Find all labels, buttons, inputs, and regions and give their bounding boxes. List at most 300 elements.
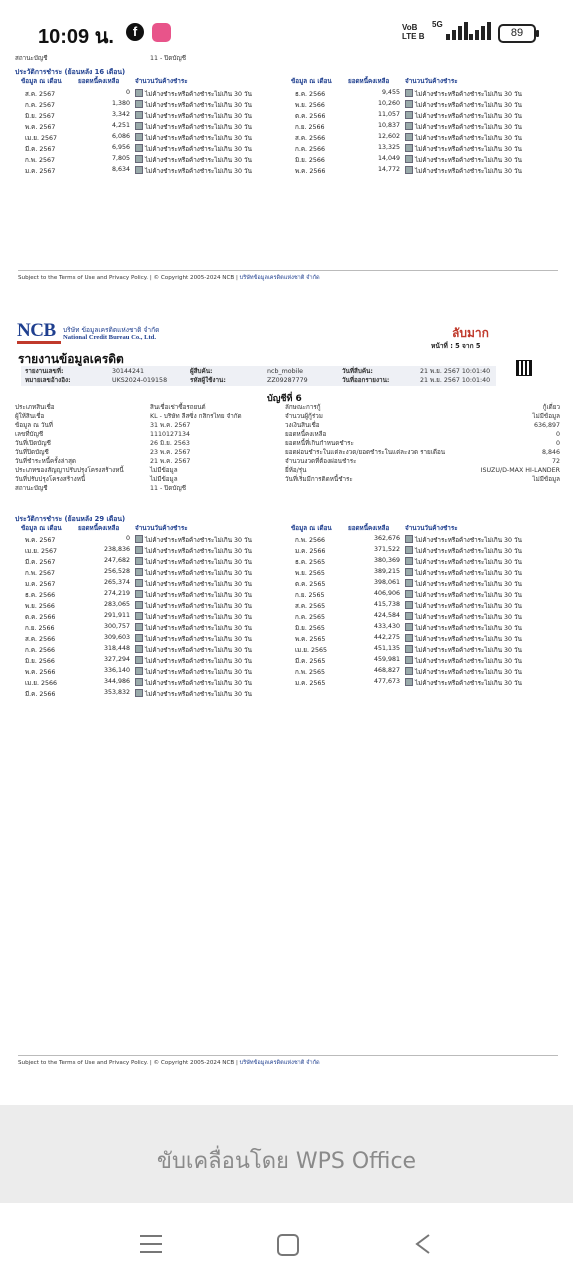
days-text: ไม่ค้างชำระหรือค้างชำระไม่เกิน 30 วัน [415,157,522,164]
history-title-2: ประวัติการชำระ (ย้อนหลัง 29 เดือน) [15,515,126,523]
balance-cell: 318,448 [103,645,130,652]
col-header-month-2: ข้อมูล ณ เดือน [291,78,332,85]
balance-cell: 291,911 [103,612,130,619]
month-cell: มิ.ย. 2567 [25,113,55,120]
days-cell [405,601,522,611]
month-cell: พ.ค. 2567 [25,537,56,544]
days-text: ไม่ค้างชำระหรือค้างชำระไม่เกิน 30 วัน [415,636,522,643]
col-header-days: จำนวนวันค้างชำระ [135,78,188,85]
month-cell: พ.ย. 2565 [295,570,325,577]
balance-cell: 380,369 [373,557,400,564]
balance-cell: 4,251 [111,122,130,129]
detail-value: 0 [555,431,560,438]
balance-cell: 0 [125,535,130,542]
status-box-icon [405,111,413,119]
inquiry-date-label: วันที่สืบค้น: [342,368,373,375]
balance-cell: 389,215 [373,568,400,575]
balance-cell: 406,906 [373,590,400,597]
month-cell: มี.ค. 2565 [295,658,326,665]
network-type: 5G [432,20,443,29]
status-box-icon [405,667,413,675]
table-row [15,578,560,589]
days-cell [135,689,252,699]
days-text: ไม่ค้างชำระหรือค้างชำระไม่เกิน 30 วัน [145,625,252,632]
days-cell [405,678,522,688]
balance-cell: 13,325 [377,144,400,151]
days-text: ไม่ค้างชำระหรือค้างชำระไม่เกิน 30 วัน [145,592,252,599]
table-row [15,110,560,121]
month-cell: ก.ค. 2566 [295,146,326,153]
balance-cell: 3,342 [111,111,130,118]
status-box-icon [405,557,413,565]
days-text: ไม่ค้างชำระหรือค้างชำระไม่เกิน 30 วัน [145,548,252,555]
status-box-icon [405,535,413,543]
status-box-icon [405,634,413,642]
days-text: ไม่ค้างชำระหรือค้างชำระไม่เกิน 30 วัน [145,636,252,643]
detail-label: วันที่ปรับปรุงโครงสร้างหนี้ [15,476,86,483]
detail-value: 21 พ.ค. 2567 [150,458,191,465]
report-title: รายงานข้อมูลเครดิต [18,352,124,366]
col-header-balance-3: ยอดหนี้คงเหลือ [78,525,120,532]
ncb-logo: NCB [17,320,56,341]
balance-cell: 7,805 [111,155,130,162]
detail-value: 636,897 [533,422,560,429]
month-cell: ส.ค. 2565 [295,603,326,610]
balance-cell: 362,676 [373,535,400,542]
status-box-icon [405,122,413,130]
days-text: ไม่ค้างชำระหรือค้างชำระไม่เกิน 30 วัน [415,559,522,566]
clock: 10:09 น. [38,26,114,48]
company-name-en: National Credit Bureau Co., Ltd. [63,334,156,341]
report-no-label: รายงานเลขที่: [25,368,64,375]
status-box-icon [405,568,413,576]
days-text: ไม่ค้างชำระหรือค้างชำระไม่เกิน 30 วัน [415,91,522,98]
days-text: ไม่ค้างชำระหรือค้างชำระไม่เกิน 30 วัน [145,168,252,175]
table-row [15,655,560,666]
status-box-icon [405,590,413,598]
status-box-icon [405,579,413,587]
days-cell [405,133,522,143]
balance-cell: 247,682 [103,557,130,564]
detail-value: ไม่มีข้อมูล [150,467,178,474]
footer-text-2: Subject to the Terms of Use and Privacy Policy. | © Copyright 2005-2024 NCB | [18,1060,240,1066]
balance-cell: 415,738 [373,601,400,608]
days-text: ไม่ค้างชำระหรือค้างชำระไม่เกิน 30 วัน [415,669,522,676]
report-page-5 [15,320,560,1050]
balance-cell: 14,049 [377,155,400,162]
status-bar [0,0,573,50]
col-header-month-3: ข้อมูล ณ เดือน [21,525,62,532]
account-title: บัญชีที่ 6 [267,394,302,404]
days-text: ไม่ค้างชำระหรือค้างชำระไม่เกิน 30 วัน [415,135,522,142]
days-text: ไม่ค้างชำระหรือค้างชำระไม่เกิน 30 วัน [415,113,522,120]
balance-cell: 344,986 [103,678,130,685]
days-text: ไม่ค้างชำระหรือค้างชำระไม่เกิน 30 วัน [415,581,522,588]
month-cell: พ.ย. 2566 [25,603,55,610]
detail-value: 31 พ.ค. 2567 [150,422,191,429]
detail-value: 8,846 [541,449,560,456]
table-row [15,165,560,176]
days-cell [405,166,522,176]
month-cell: เม.ย. 2565 [295,647,328,654]
detail-label: วงเงินสินเชื่อ [285,422,320,429]
days-text: ไม่ค้างชำระหรือค้างชำระไม่เกิน 30 วัน [145,157,252,164]
footer [18,270,558,282]
status-box-icon [405,612,413,620]
days-text: ไม่ค้างชำระหรือค้างชำระไม่เกิน 30 วัน [415,146,522,153]
balance-cell: 433,430 [373,623,400,630]
days-cell [405,612,522,622]
days-text: ไม่ค้างชำระหรือค้างชำระไม่เกิน 30 วัน [145,658,252,665]
logo-underline [17,341,61,344]
balance-cell: 327,294 [103,656,130,663]
month-cell: มิ.ย. 2565 [295,625,325,632]
col-header-balance-4: ยอดหนี้คงเหลือ [348,525,390,532]
month-cell: พ.ค. 2565 [295,636,326,643]
balance-cell: 274,219 [103,590,130,597]
table-row [15,633,560,644]
balance-cell: 371,522 [373,546,400,553]
ref-label: หมายเลขอ้างอิง: [25,377,71,384]
menu-icon[interactable] [140,1235,162,1253]
month-cell: มี.ค. 2567 [25,559,56,566]
days-text: ไม่ค้างชำระหรือค้างชำระไม่เกิน 30 วัน [145,669,252,676]
table-row [15,132,560,143]
month-cell: ส.ค. 2566 [25,636,56,643]
company-name-th: บริษัท ข้อมูลเครดิตแห่งชาติ จำกัด [63,326,160,334]
days-cell [405,155,522,165]
days-text: ไม่ค้างชำระหรือค้างชำระไม่เกิน 30 วัน [145,691,252,698]
days-text: ไม่ค้างชำระหรือค้างชำระไม่เกิน 30 วัน [415,592,522,599]
days-cell [405,667,522,677]
detail-label: ประเภทสินเชื่อ [15,404,55,411]
detail-label: วันที่ชำระหนี้ครั้งล่าสุด [15,458,77,465]
app-notification-icon [152,23,171,42]
balance-cell: 309,603 [103,634,130,641]
table-row [15,589,560,600]
days-text: ไม่ค้างชำระหรือค้างชำระไม่เกิน 30 วัน [415,603,522,610]
days-text: ไม่ค้างชำระหรือค้างชำระไม่เกิน 30 วัน [145,559,252,566]
battery-icon: 89 [498,24,536,43]
detail-label: ประเภทของสัญญาปรับปรุงโครงสร้างหนี้ [15,467,124,474]
balance-cell: 10,260 [377,100,400,107]
detail-label: ยี่ห้อ/รุ่น [285,467,307,474]
balance-cell: 256,528 [103,568,130,575]
days-text: ไม่ค้างชำระหรือค้างชำระไม่เกิน 30 วัน [415,614,522,621]
month-cell: ม.ค. 2567 [25,168,56,175]
days-text: ไม่ค้างชำระหรือค้างชำระไม่เกิน 30 วัน [415,168,522,175]
detail-label: วันที่เริ่มมีการติดหนี้ชำระ [285,476,353,483]
status-box-icon [405,656,413,664]
balance-cell: 265,374 [103,579,130,586]
detail-value: ไม่มีข้อมูล [532,476,560,483]
month-cell: ต.ค. 2566 [295,113,326,120]
month-cell: ก.ค. 2566 [25,647,56,654]
detail-label: ยอดผ่อนชำระในแต่ละงวด/ยอดชำระในแต่ละงวด รายเดือน [285,449,446,456]
month-cell: ส.ค. 2567 [25,91,56,98]
footer-text: Subject to the Terms of Use and Privacy Policy. | © Copyright 2005-2024 NCB | [18,275,240,281]
month-cell: เม.ย. 2567 [25,135,58,142]
history-title: ประวัติการชำระ (ย้อนหลัง 16 เดือน) [15,68,126,76]
balance-cell: 398,061 [373,579,400,586]
user-label: รหัสผู้ใช้งาน: [190,377,226,384]
month-cell: ธ.ค. 2566 [25,592,56,599]
detail-label: ผู้ให้สินเชื่อ [15,413,45,420]
balance-cell: 336,140 [103,667,130,674]
days-text: ไม่ค้างชำระหรือค้างชำระไม่เกิน 30 วัน [145,102,252,109]
days-cell [405,122,522,132]
table-row [15,121,560,132]
balance-cell: 442,275 [373,634,400,641]
footer-2 [18,1055,558,1067]
month-cell: มิ.ย. 2566 [295,157,325,164]
month-cell: ก.ค. 2565 [295,614,326,621]
detail-label: ยอดหนี้คงเหลือ [285,431,327,438]
qr-code-icon [516,360,532,376]
month-cell: ส.ค. 2566 [295,135,326,142]
month-cell: ก.พ. 2565 [295,669,325,676]
table-row [15,545,560,556]
days-cell [405,111,522,121]
days-cell [405,590,522,600]
detail-value: 0 [555,440,560,447]
month-cell: ก.ค. 2567 [25,102,56,109]
table-row [15,666,560,677]
month-cell: เม.ย. 2567 [25,548,58,555]
month-cell: ก.พ. 2567 [25,157,55,164]
days-text: ไม่ค้างชำระหรือค้างชำระไม่เกิน 30 วัน [415,625,522,632]
days-cell [405,568,522,578]
detail-label: ลักษณะการกู้ [285,404,321,411]
home-icon[interactable] [277,1234,299,1256]
days-text: ไม่ค้างชำระหรือค้างชำระไม่เกิน 30 วัน [415,124,522,131]
signal-icon [446,22,468,40]
col-header-month-4: ข้อมูล ณ เดือน [291,525,332,532]
status-box-icon [405,678,413,686]
member: ncb_mobile [267,368,303,375]
detail-label: จำนวนงวดที่ต้องผ่อนชำระ [285,458,357,465]
table-row [15,600,560,611]
status-box-icon [405,155,413,163]
detail-label: วันที่ปิดบัญชี [15,449,49,456]
col-header-balance: ยอดหนี้คงเหลือ [78,78,120,85]
detail-label: ยอดหนี้ที่เกินกำหนดชำระ [285,440,354,447]
days-cell [405,546,522,556]
month-cell: ก.ย. 2566 [295,124,325,131]
days-text: ไม่ค้างชำระหรือค้างชำระไม่เกิน 30 วัน [415,647,522,654]
month-cell: พ.ค. 2567 [25,124,56,131]
days-cell [405,579,522,589]
days-text: ไม่ค้างชำระหรือค้างชำระไม่เกิน 30 วัน [145,614,252,621]
detail-value: KL - บริษัท ลีสซิ่ง กสิกรไทย จำกัด [150,413,242,420]
days-cell [405,645,522,655]
balance-cell: 353,832 [103,689,130,696]
status-value: 11 - ปิดบัญชี [150,55,187,62]
month-cell: ต.ค. 2566 [25,614,56,621]
status-box-icon [405,133,413,141]
table-row [15,154,560,165]
month-cell: ธ.ค. 2565 [295,559,326,566]
days-text: ไม่ค้างชำระหรือค้างชำระไม่เกิน 30 วัน [415,102,522,109]
month-cell: มี.ค. 2567 [25,146,56,153]
days-cell [405,144,522,154]
table-row [15,677,560,688]
month-cell: ม.ค. 2566 [295,548,326,555]
detail-value: ไม่มีข้อมูล [532,413,560,420]
balance-cell: 6,086 [111,133,130,140]
inquiry-date: 21 พ.ย. 2567 10:01:40 [420,368,491,375]
month-cell: พ.ค. 2566 [295,168,326,175]
report-date: 21 พ.ย. 2567 10:01:40 [420,377,491,384]
detail-label: วันที่เปิดบัญชี [15,440,51,447]
days-text: ไม่ค้างชำระหรือค้างชำระไม่เกิน 30 วัน [415,537,522,544]
balance-cell: 14,772 [377,166,400,173]
balance-cell: 0 [125,89,130,96]
balance-cell: 8,634 [111,166,130,173]
report-no: 30144241 [112,368,145,375]
col-header-month: ข้อมูล ณ เดือน [21,78,62,85]
days-cell [405,623,522,633]
status-box-icon [405,546,413,554]
month-cell: ก.พ. 2567 [25,570,55,577]
balance-cell: 238,836 [103,546,130,553]
balance-cell: 283,065 [103,601,130,608]
balance-cell: 1,380 [111,100,130,107]
month-cell: ก.ย. 2565 [295,592,325,599]
detail-value: 1110127134 [150,431,191,438]
ref: UKS2024-019158 [112,377,168,384]
days-text: ไม่ค้างชำระหรือค้างชำระไม่เกิน 30 วัน [145,680,252,687]
days-text: ไม่ค้างชำระหรือค้างชำระไม่เกิน 30 วัน [415,570,522,577]
balance-cell: 12,602 [377,133,400,140]
days-text: ไม่ค้างชำระหรือค้างชำระไม่เกิน 30 วัน [145,603,252,610]
days-text: ไม่ค้างชำระหรือค้างชำระไม่เกิน 30 วัน [145,537,252,544]
days-cell [405,89,522,99]
month-cell: ธ.ค. 2566 [295,91,326,98]
navigation-bar [0,1203,573,1280]
detail-value: ไม่มีข้อมูล [150,476,178,483]
detail-value: ISUZU/D-MAX HI-LANDER [480,467,560,474]
user: ZZ09287779 [267,377,308,384]
balance-cell: 424,584 [373,612,400,619]
status-box-icon [135,689,143,697]
member-label: ผู้สืบค้น: [190,368,213,375]
days-text: ไม่ค้างชำระหรือค้างชำระไม่เกิน 30 วัน [145,124,252,131]
month-cell: เม.ย. 2566 [25,680,58,687]
balance-cell: 459,981 [373,656,400,663]
days-text: ไม่ค้างชำระหรือค้างชำระไม่เกิน 30 วัน [145,135,252,142]
col-header-days-2: จำนวนวันค้างชำระ [405,78,458,85]
days-text: ไม่ค้างชำระหรือค้างชำระไม่เกิน 30 วัน [145,113,252,120]
days-cell [405,557,522,567]
table-row [15,143,560,154]
days-text: ไม่ค้างชำระหรือค้างชำระไม่เกิน 30 วัน [145,91,252,98]
days-cell [405,535,522,545]
month-cell: ก.ย. 2566 [25,625,55,632]
col-header-days-4: จำนวนวันค้างชำระ [405,525,458,532]
wps-banner: ขับเคลื่อนโดย WPS Office [156,1149,417,1174]
days-cell [405,634,522,644]
signal-icon-2 [469,22,491,40]
table-row [15,567,560,578]
table-row [15,688,560,699]
status-box-icon [405,89,413,97]
month-cell: มี.ค. 2566 [25,691,56,698]
table-row [15,88,560,99]
detail-label: จำนวนผู้กู้ร่วม [285,413,323,420]
col-header-balance-2: ยอดหนี้คงเหลือ [348,78,390,85]
detail-value: 72 [551,458,560,465]
days-text: ไม่ค้างชำระหรือค้างชำระไม่เกิน 30 วัน [145,146,252,153]
days-cell [405,656,522,666]
volte-indicator: VoB LTE B [402,23,425,41]
detail-label: สถานะบัญชี [15,485,48,492]
detail-value: 23 พ.ค. 2567 [150,449,191,456]
status-box-icon [405,100,413,108]
month-cell: ต.ค. 2565 [295,581,326,588]
footer-link-2[interactable]: บริษัทข้อมูลเครดิตแห่งชาติ จำกัด [239,1060,320,1066]
month-cell: มิ.ย. 2566 [25,658,55,665]
balance-cell: 11,057 [377,111,400,118]
status-label: สถานะบัญชี [15,55,48,62]
detail-value: 11 - ปิดบัญชี [150,485,187,492]
status-box-icon [405,601,413,609]
days-text: ไม่ค้างชำระหรือค้างชำระไม่เกิน 30 วัน [145,570,252,577]
balance-cell: 10,837 [377,122,400,129]
table-row [15,644,560,655]
month-cell: ม.ค. 2567 [25,581,56,588]
days-text: ไม่ค้างชำระหรือค้างชำระไม่เกิน 30 วัน [415,548,522,555]
footer-link[interactable]: บริษัทข้อมูลเครดิตแห่งชาติ จำกัด [239,275,320,281]
detail-value: กู้เดี่ยว [542,404,560,411]
days-text: ไม่ค้างชำระหรือค้างชำระไม่เกิน 30 วัน [145,647,252,654]
status-box-icon [405,144,413,152]
month-cell: ม.ค. 2565 [295,680,326,687]
table-row [15,611,560,622]
status-box-icon [405,166,413,174]
report-date-label: วันที่ออกรายงาน: [342,377,390,384]
report-page-4 [15,50,560,290]
table-row [15,534,560,545]
balance-cell: 451,135 [373,645,400,652]
status-box-icon [405,645,413,653]
col-header-days-3: จำนวนวันค้างชำระ [135,525,188,532]
page-number: หน้าที่ : 5 จาก 5 [431,342,481,350]
detail-label: เลขที่บัญชี [15,431,44,438]
facebook-icon: f [126,23,144,41]
balance-cell: 477,673 [373,678,400,685]
table-row [15,622,560,633]
days-text: ไม่ค้างชำระหรือค้างชำระไม่เกิน 30 วัน [415,658,522,665]
month-cell: พ.ค. 2566 [25,669,56,676]
table-row [15,99,560,110]
days-text: ไม่ค้างชำระหรือค้างชำระไม่เกิน 30 วัน [415,680,522,687]
balance-cell: 300,757 [103,623,130,630]
balance-cell: 6,956 [111,144,130,151]
balance-cell: 468,827 [373,667,400,674]
back-icon[interactable] [412,1233,434,1259]
detail-value: สินเชื่อเช่าซื้อรถยนต์ [150,404,206,411]
table-row [15,556,560,567]
detail-label: ข้อมูล ณ วันที่ [15,422,53,429]
days-text: ไม่ค้างชำระหรือค้างชำระไม่เกิน 30 วัน [145,581,252,588]
balance-cell: 9,455 [381,89,400,96]
month-cell: พ.ย. 2566 [295,102,325,109]
status-box-icon [405,623,413,631]
month-cell: ก.พ. 2566 [295,537,325,544]
detail-value: 26 มิ.ย. 2563 [150,440,190,447]
confidential-stamp: ลับมาก [452,326,489,340]
